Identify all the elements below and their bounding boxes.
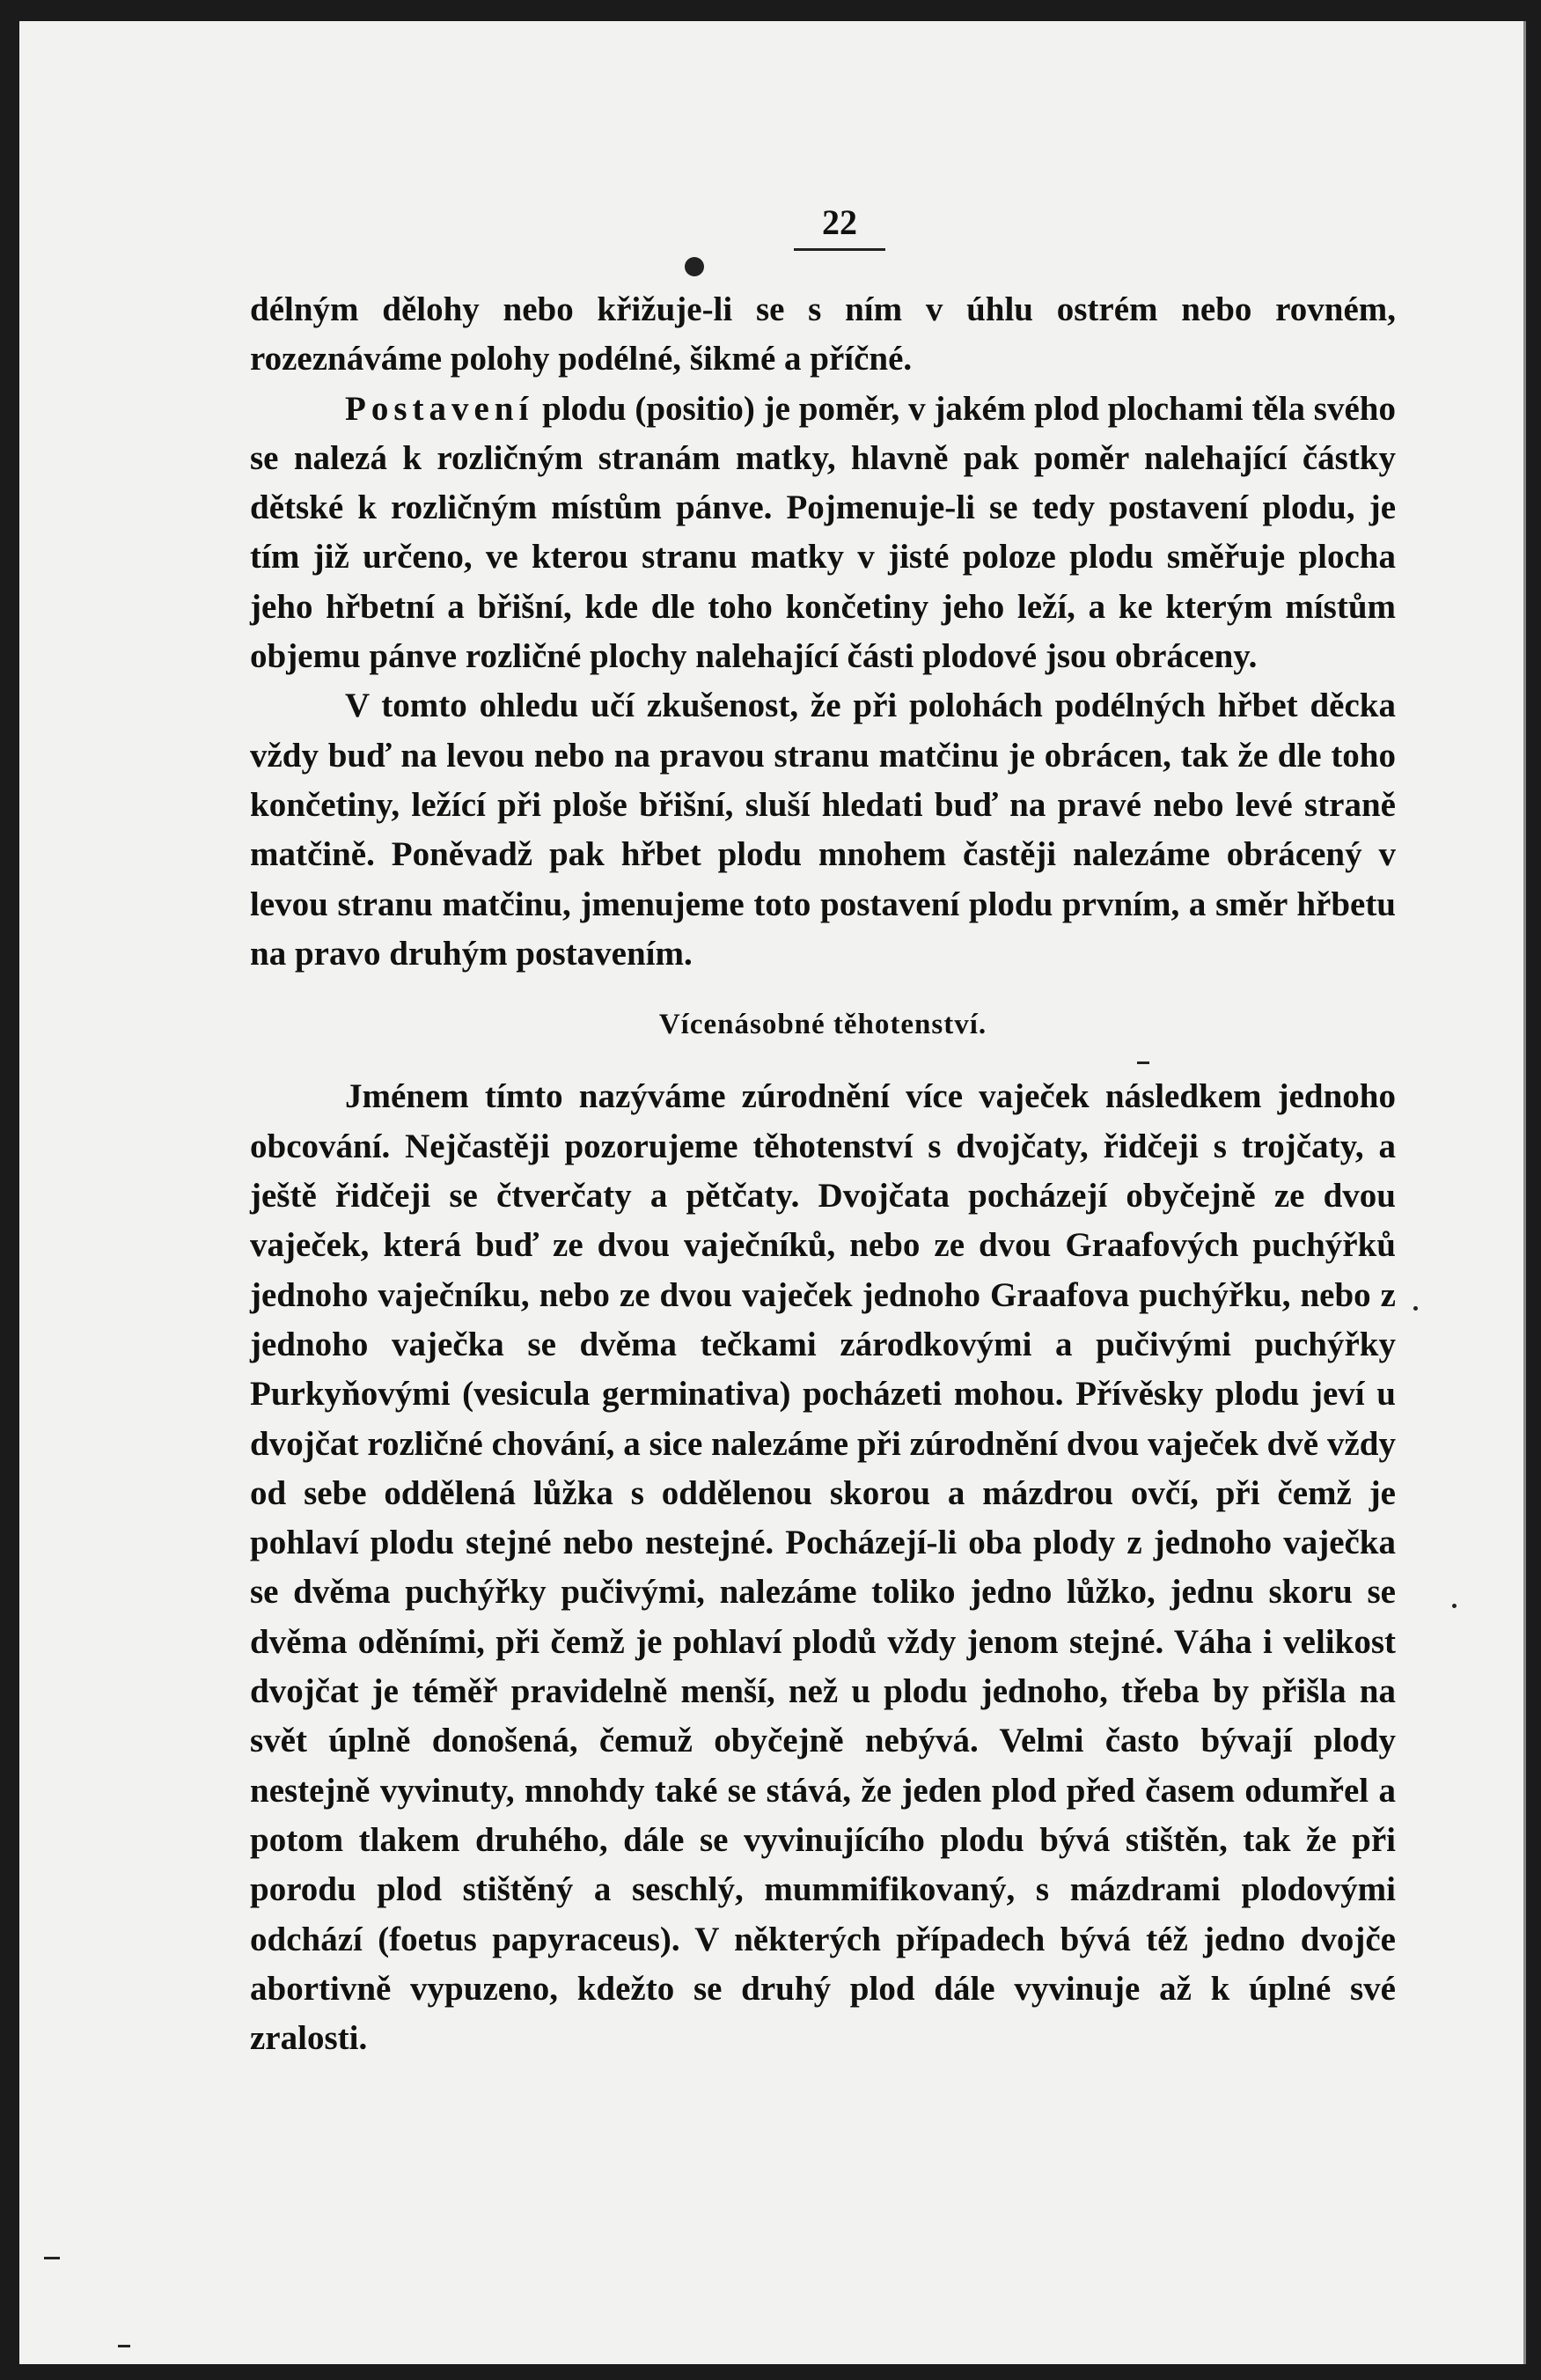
body-text	[250, 285, 1396, 2063]
paragraph-experience	[250, 681, 1396, 979]
paragraph-text: plodu (positio) je poměr, v jakém plod plochami těla svého se nalezá k rozličným stranám matky, hlavně pak poměr nalehající částky dětské k rozličným místům pánve. Pojmenuje-li se tedy postavení plodu, je tím již určeno, ve kterou stranu matky v jisté poloze plodu směřuje plocha jeho hřbetní a břišní, kde dle toho končetiny jeho leží, a ke kterým místům objemu pánve rozličné plochy nalehající části plodové jsou obráceny.	[250, 389, 1396, 676]
paragraph-multiple-pregnancy: Jménem tímto nazýváme zúrodnění více vaječek následkem jednoho obcování. Nejčastěji pozorujeme těhotenství s dvojčaty, řidčeji s trojčaty, a ještě řidčeji se čtverčaty a pětčaty. Dvojčata pocházejí obyčejně ze dvou vaječek, která buď ze dvou vaječníků, nebo ze dvou Graafových puchýřků jednoho vaječníku, nebo ze dvou vaječek jednoho Graafova puchýřku, nebo z jednoho vaječka se dvěma tečkami zárodkovými a pučivými puchýřky Purkyňovými (vesicula germinativa) pocházeti mohou. Přívěsky plodu jeví u dvojčat rozličné chování, a sice nalezáme při zúrodnění dvou vaječek dvě vždy od sebe oddělená lůžka s oddělenou skorou a mázdrou ovčí, při čemž je pohlaví plodu stejné nebo nestejné. Pocházejí-li oba plody z jednoho vaječka se dvěma puchýřky pučivými, nalezáme toliko jedno lůžko, jednu skoru se dvěma oděními, při čemž je pohlaví plodů vždy jenom stejné. Váha i velikost dvojčat je téměř pravidelně menší, než u plodu jednoho, třeba by přišla na svět úplně donošená, čemuž obyčejně nebývá. Velmi často bývají plody nestejně vyvinuty, mnohdy také se stává, že jeden plod před časem odumřel a potom tlakem druhého, dále se vyvinujícího plodu bývá stištěn, tak že při porodu plod stištěný a seschlý, mummifikovaný, s mázdrami plodovými odchází (foetus papyraceus). V některých případech bývá též jedno dvojče abortivně vypuzeno, kdežto se druhý plod dále vyvinuje až k úplné své zralosti.	[250, 1077, 1396, 2058]
page-number: 22	[794, 202, 885, 251]
scanned-page	[19, 21, 1526, 2364]
paragraph-text: délným dělohy nebo křižuje-li se s ním v úhlu ostrém nebo rovném, rozeznáváme polohy podélné, šikmé a příčné.	[250, 290, 1396, 378]
ink-speck	[1452, 1604, 1457, 1608]
paragraph-text: V tomto ohledu učí zkušenost, že při polohách podélných hřbet děcka vždy buď na levou nebo na pravou stranu matčinu je obrácen, tak že dle toho končetiny, ležící při ploše břišní, sluší hledati buď na pravé nebo levé straně matčině. Poněvadž pak hřbet plodu mnohem častěji nalezáme obrácený v levou stranu matčinu, jmenujeme toto postavení plodu prvním, a směr hřbetu na pravo druhým postavením.	[250, 687, 1396, 973]
ink-speck	[1413, 1306, 1418, 1311]
ink-speck	[44, 2257, 60, 2259]
ink-speck	[685, 257, 704, 276]
ink-speck	[1137, 1061, 1149, 1064]
ink-speck	[118, 2345, 130, 2347]
paragraph-lead-word: Postavení	[345, 389, 534, 428]
paragraph-positio	[250, 385, 1396, 682]
section-heading: Vícenásobné těhotenství.	[658, 1009, 987, 1041]
paragraph-continuation	[250, 285, 1396, 385]
